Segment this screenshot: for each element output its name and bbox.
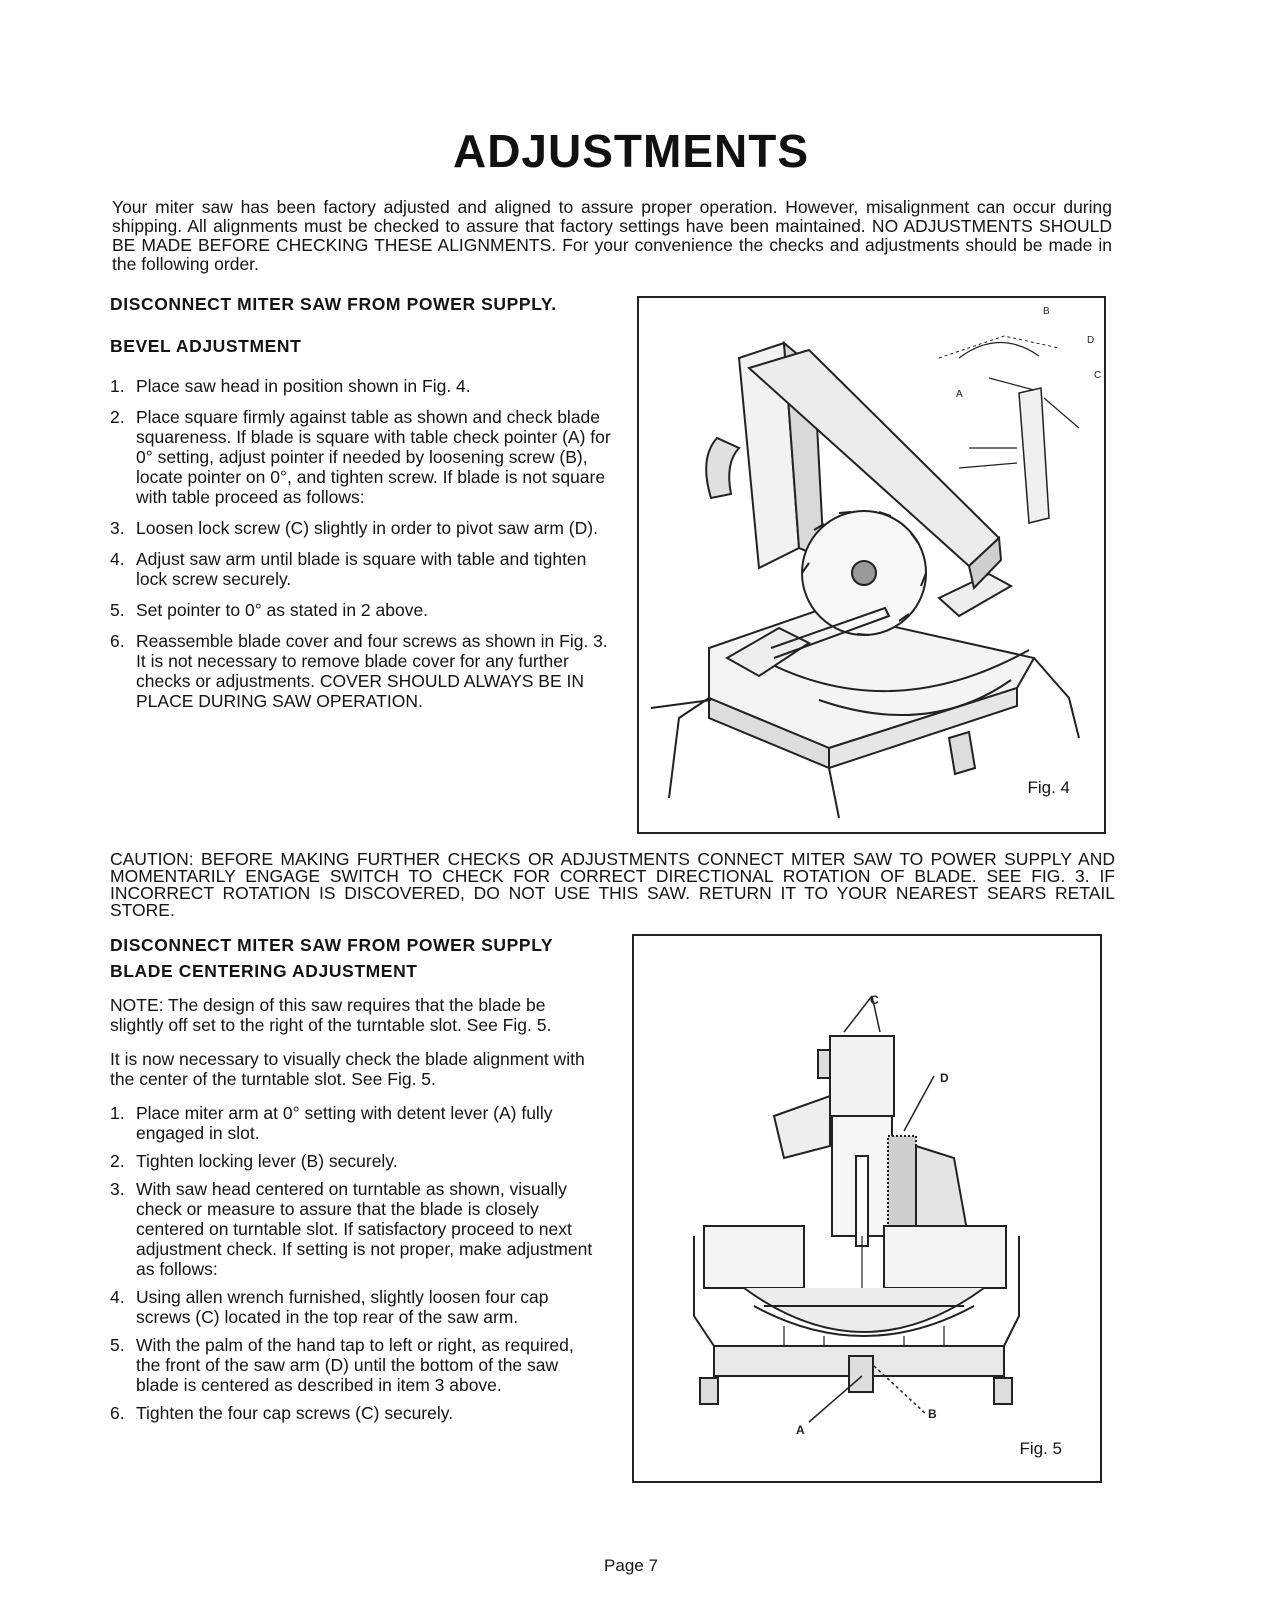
page-number: Page 7 — [604, 1556, 658, 1575]
bevel-adjustment-section — [110, 294, 620, 722]
fig4-label-a: A — [956, 389, 963, 400]
bevel-steps — [110, 376, 620, 711]
figure-5 — [632, 934, 1102, 1483]
fig4-label-d: D — [1087, 335, 1095, 346]
intro-paragraph: Your miter saw has been factory adjusted and aligned to assure proper operation. However, misalignment can occur during shipping. All alignments must be checked to assure that factory settings have been maintained. NO ADJUSTMENTS SHOULD BE MADE BEFORE CHECKING THESE ALIGNMENTS. For your convenience the checks and adjustments should be made in the following order. — [112, 197, 1112, 274]
list-item: 3. With saw head centered on turntable as shown, visually check or measure to assure that the blade is closely centered on turntable slot. If satisfactory proceed to next adjustment check. If setting is not proper, make adjustment as follows: — [110, 1179, 593, 1279]
design-note: NOTE: The design of this saw requires that the blade be slightly off set to the right of the turntable slot. See Fig. 5. — [110, 995, 552, 1035]
list-item: 5. Set pointer to 0° as stated in 2 above. — [110, 600, 429, 620]
fig5-label-c: C — [870, 993, 879, 1007]
disconnect-warning: DISCONNECT MITER SAW FROM POWER SUPPLY. — [110, 294, 557, 314]
list-item: 6. Reassemble blade cover and four screws as shown in Fig. 3. It is not necessary to remove blade cover for any further checks or adjustments. COVER SHOULD ALWAYS BE IN PLACE DURING SAW OPERATION. — [110, 631, 608, 711]
fig4-label-b: B — [1043, 306, 1050, 317]
centering-steps — [110, 1103, 602, 1423]
bevel-adjustment-heading: BEVEL ADJUSTMENT — [110, 336, 302, 356]
blade-centering-section — [110, 935, 602, 1431]
figure-4 — [637, 296, 1106, 834]
fig5-label-a: A — [796, 1423, 805, 1437]
disconnect-warning-2: DISCONNECT MITER SAW FROM POWER SUPPLY — [110, 935, 554, 955]
fig4-caption: Fig. 4 — [1027, 778, 1070, 797]
list-item: 5. With the palm of the hand tap to left or right, as required, the front of the saw arm (D) until the bottom of the saw blade is centered as described in item 3 above. — [110, 1335, 574, 1395]
blade-centering-heading: BLADE CENTERING ADJUSTMENT — [110, 961, 418, 981]
list-item: 1. Place miter arm at 0° setting with detent lever (A) fully engaged in slot. — [110, 1103, 553, 1143]
fig5-label-d: D — [940, 1071, 949, 1085]
miter-saw-centering-illustration — [634, 936, 1100, 1481]
list-item: 4. Using allen wrench furnished, slightly loosen four cap screws (C) located in the top rear of the saw arm. — [110, 1287, 549, 1327]
list-item: 2. Place square firmly against table as shown and check blade squareness. If blade is square with table check pointer (A) for 0° setting, adjust pointer if needed by loosening screw (B), locate pointer on 0°, and tighten screw. If blade is not square with table proceed as follows: — [110, 407, 611, 507]
fig4-label-c: C — [1094, 370, 1102, 381]
list-item: 1. Place saw head in position shown in Fig. 4. — [110, 376, 471, 396]
list-item: 2. Tighten locking lever (B) securely. — [110, 1151, 398, 1171]
caution-notice: CAUTION: BEFORE MAKING FURTHER CHECKS OR ADJUSTMENTS CONNECT MITER SAW TO POWER SUPPLY AND MOMENTARILY ENGAGE SWITCH TO CHECK FOR CORRECT DIRECTIONAL ROTATION OF BLADE. SEE FIG. 3. IF INCORRECT ROTATION IS DISCOVERED, DO NOT USE THIS SAW. RETURN IT TO YOUR NEAREST SEARS RETAIL STORE. — [110, 849, 1115, 920]
fig5-label-b: B — [928, 1407, 937, 1421]
list-item: 4. Adjust saw arm until blade is square with table and tighten lock screw securely. — [110, 549, 587, 589]
list-item: 3. Loosen lock screw (C) slightly in order to pivot saw arm (D). — [110, 518, 598, 538]
visual-check-paragraph: It is now necessary to visually check the blade alignment with the center of the turntable slot. See Fig. 5. — [110, 1049, 585, 1089]
list-item: 6. Tighten the four cap screws (C) securely. — [110, 1403, 454, 1423]
page-title: ADJUSTMENTS — [452, 125, 810, 177]
miter-saw-bevel-illustration — [639, 298, 1104, 832]
fig5-caption: Fig. 5 — [1019, 1439, 1062, 1458]
